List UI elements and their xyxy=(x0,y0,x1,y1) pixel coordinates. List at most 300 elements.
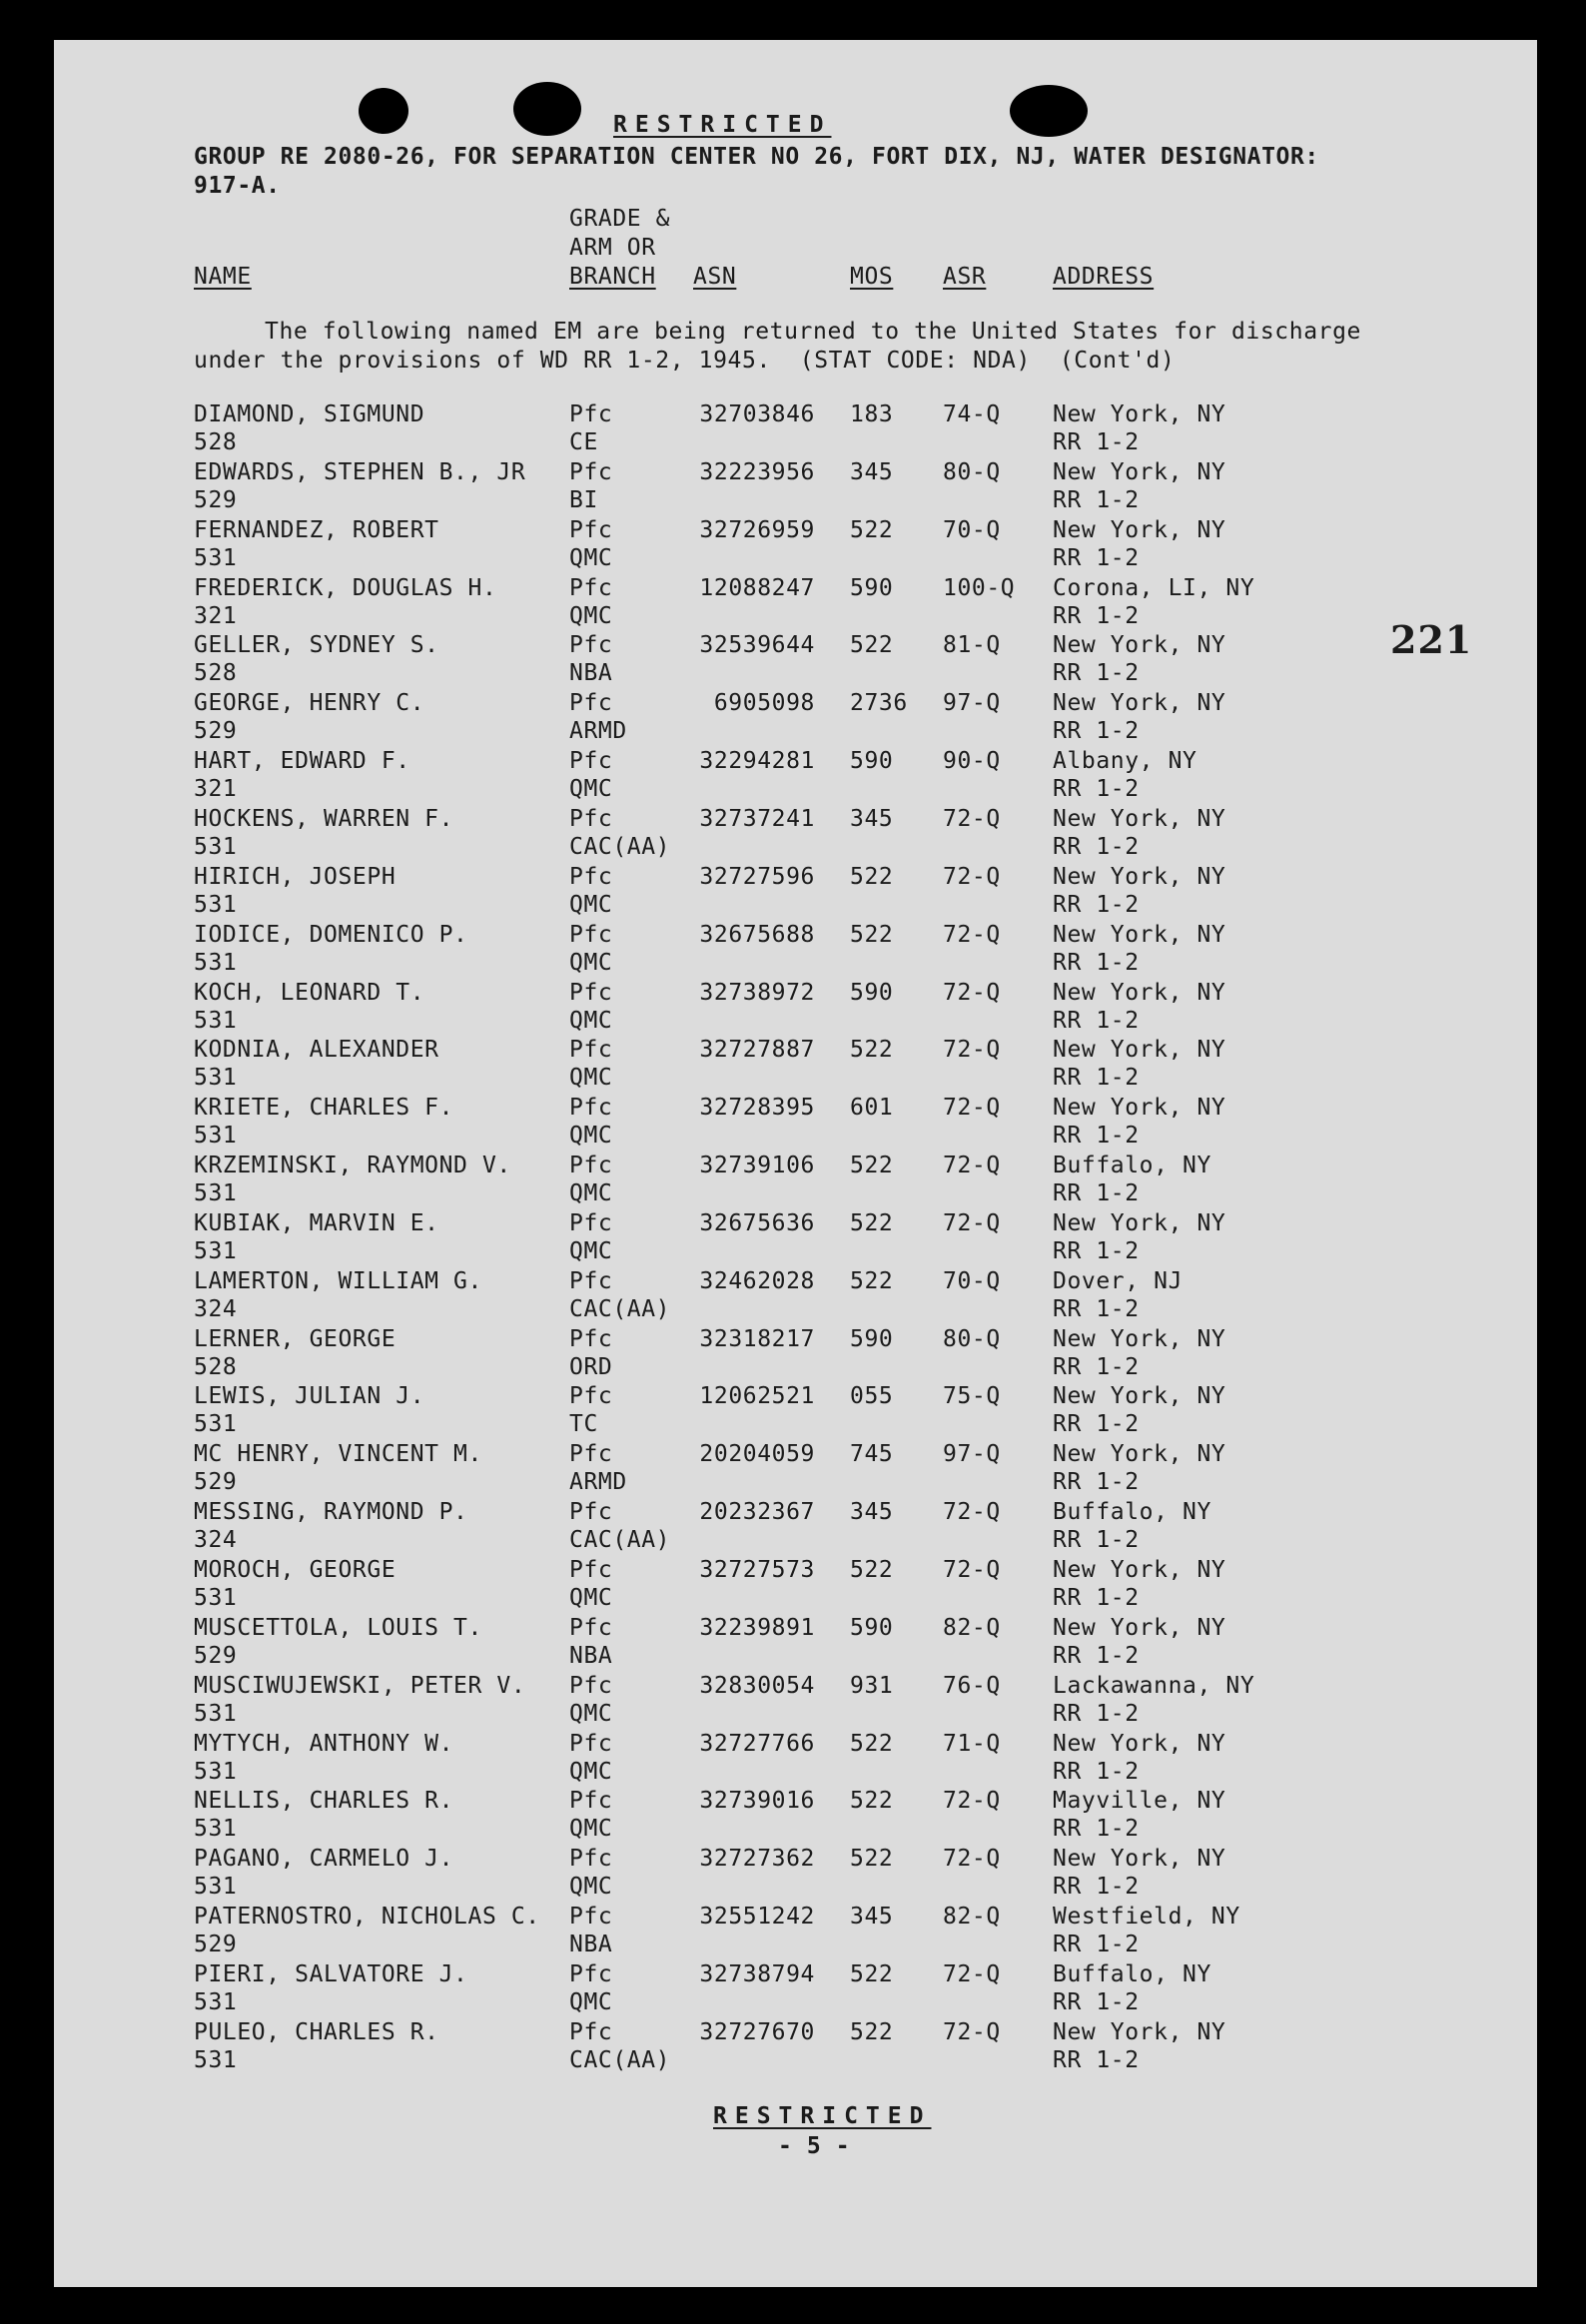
intro-line-1: The following named EM are being returned to the United States for discharge xyxy=(265,319,1361,345)
record-grade: Pfc xyxy=(569,921,613,948)
table-row xyxy=(54,517,1537,575)
record-grade: Pfc xyxy=(569,2018,613,2045)
record-branch: QMC xyxy=(569,1700,613,1727)
record-branch: QMC xyxy=(569,891,613,918)
record-grade: Pfc xyxy=(569,1846,613,1873)
record-mos: 522 xyxy=(850,863,894,890)
record-city: New York, NY xyxy=(1053,1383,1226,1410)
record-mos: 590 xyxy=(850,748,894,775)
record-code: 531 xyxy=(194,1007,238,1034)
record-rr: RR 1-2 xyxy=(1053,1007,1140,1034)
record-grade: Pfc xyxy=(569,1153,613,1179)
record-grade: Pfc xyxy=(569,401,613,427)
record-asr: 72-Q xyxy=(943,1095,1001,1122)
record-rr: RR 1-2 xyxy=(1053,1874,1140,1901)
record-asn: 32727596 xyxy=(699,863,815,890)
record-grade: Pfc xyxy=(569,1267,613,1294)
record-branch: QMC xyxy=(569,949,613,976)
table-row xyxy=(54,1499,1537,1557)
record-branch: QMC xyxy=(569,1065,613,1092)
record-asn: 6905098 xyxy=(713,690,815,717)
record-code: 321 xyxy=(194,602,238,629)
record-branch: CE xyxy=(569,429,598,455)
record-branch: QMC xyxy=(569,1585,613,1611)
record-grade: Pfc xyxy=(569,1730,613,1757)
record-branch: QMC xyxy=(569,1758,613,1785)
table-row xyxy=(54,1673,1537,1731)
record-grade: Pfc xyxy=(569,1614,613,1641)
table-row xyxy=(54,1904,1537,1961)
record-code: 531 xyxy=(194,1180,238,1207)
col-grade-line-3: BRANCH xyxy=(569,264,656,290)
record-branch: CAC(AA) xyxy=(569,1295,671,1322)
record-code: 321 xyxy=(194,776,238,803)
record-rr: RR 1-2 xyxy=(1053,1469,1140,1496)
record-asr: 72-Q xyxy=(943,1960,1001,1987)
record-grade: Pfc xyxy=(569,574,613,601)
record-mos: 345 xyxy=(850,458,894,485)
record-asr: 81-Q xyxy=(943,632,1001,659)
record-asn: 32727670 xyxy=(699,2018,815,2045)
record-asr: 76-Q xyxy=(943,1672,1001,1699)
record-branch: QMC xyxy=(569,544,613,571)
record-code: 529 xyxy=(194,1932,238,1958)
record-grade: Pfc xyxy=(569,1037,613,1064)
record-name: FERNANDEZ, ROBERT xyxy=(194,516,439,543)
record-mos: 590 xyxy=(850,574,894,601)
record-asn: 32462028 xyxy=(699,1267,815,1294)
record-city: New York, NY xyxy=(1053,805,1226,832)
record-code: 531 xyxy=(194,1700,238,1727)
record-asr: 97-Q xyxy=(943,690,1001,717)
table-row xyxy=(54,459,1537,517)
record-asn: 32223956 xyxy=(699,458,815,485)
record-city: Corona, LI, NY xyxy=(1053,574,1255,601)
record-city: Mayville, NY xyxy=(1053,1788,1226,1815)
record-city: New York, NY xyxy=(1053,1441,1226,1468)
record-rr: RR 1-2 xyxy=(1053,891,1140,918)
record-branch: TC xyxy=(569,1411,598,1438)
record-asr: 74-Q xyxy=(943,401,1001,427)
record-name: NELLIS, CHARLES R. xyxy=(194,1788,454,1815)
record-grade: Pfc xyxy=(569,863,613,890)
record-mos: 931 xyxy=(850,1672,894,1699)
record-rr: RR 1-2 xyxy=(1053,1988,1140,2015)
table-row xyxy=(54,1441,1537,1499)
record-code: 531 xyxy=(194,1123,238,1150)
table-row xyxy=(54,1326,1537,1384)
record-mos: 522 xyxy=(850,1788,894,1815)
record-grade: Pfc xyxy=(569,458,613,485)
record-code: 324 xyxy=(194,1527,238,1554)
record-asn: 32738794 xyxy=(699,1960,815,1987)
record-code: 529 xyxy=(194,718,238,745)
record-asr: 72-Q xyxy=(943,1846,1001,1873)
table-row xyxy=(54,575,1537,633)
record-city: New York, NY xyxy=(1053,1557,1226,1583)
record-rr: RR 1-2 xyxy=(1053,1932,1140,1958)
record-grade: Pfc xyxy=(569,1960,613,1987)
record-city: Buffalo, NY xyxy=(1053,1499,1211,1526)
record-mos: 345 xyxy=(850,1904,894,1931)
record-mos: 522 xyxy=(850,1960,894,1987)
record-branch: CAC(AA) xyxy=(569,2046,671,2073)
record-branch: NBA xyxy=(569,1642,613,1669)
record-code: 324 xyxy=(194,1295,238,1322)
table-row xyxy=(54,806,1537,864)
table-row xyxy=(54,1153,1537,1210)
record-grade: Pfc xyxy=(569,1209,613,1236)
record-mos: 183 xyxy=(850,401,894,427)
table-row xyxy=(54,1615,1537,1673)
col-grade-line-2: ARM OR xyxy=(569,235,656,261)
record-asn: 32830054 xyxy=(699,1672,815,1699)
record-city: New York, NY xyxy=(1053,1846,1226,1873)
record-mos: 601 xyxy=(850,1095,894,1122)
record-asn: 32728395 xyxy=(699,1095,815,1122)
record-asr: 82-Q xyxy=(943,1614,1001,1641)
record-name: GEORGE, HENRY C. xyxy=(194,690,425,717)
record-city: New York, NY xyxy=(1053,458,1226,485)
record-grade: Pfc xyxy=(569,690,613,717)
record-name: PULEO, CHARLES R. xyxy=(194,2018,439,2045)
record-branch: QMC xyxy=(569,1237,613,1264)
record-rr: RR 1-2 xyxy=(1053,1700,1140,1727)
col-address: ADDRESS xyxy=(1053,264,1155,290)
record-rr: RR 1-2 xyxy=(1053,1642,1140,1669)
record-grade: Pfc xyxy=(569,1441,613,1468)
record-asn: 32703846 xyxy=(699,401,815,427)
record-asr: 97-Q xyxy=(943,1441,1001,1468)
record-grade: Pfc xyxy=(569,805,613,832)
record-asr: 70-Q xyxy=(943,516,1001,543)
table-row xyxy=(54,690,1537,748)
record-mos: 522 xyxy=(850,1209,894,1236)
table-row xyxy=(54,632,1537,690)
punch-hole xyxy=(1010,85,1088,137)
record-asr: 72-Q xyxy=(943,2018,1001,2045)
record-name: LERNER, GEORGE xyxy=(194,1325,396,1352)
record-code: 528 xyxy=(194,660,238,687)
record-name: PATERNOSTRO, NICHOLAS C. xyxy=(194,1904,540,1931)
record-asn: 12088247 xyxy=(699,574,815,601)
record-name: MESSING, RAYMOND P. xyxy=(194,1499,468,1526)
record-grade: Pfc xyxy=(569,1095,613,1122)
record-name: KOCH, LEONARD T. xyxy=(194,979,425,1006)
record-grade: Pfc xyxy=(569,1325,613,1352)
table-row xyxy=(54,748,1537,806)
record-asn: 32675636 xyxy=(699,1209,815,1236)
record-name: KRIETE, CHARLES F. xyxy=(194,1095,454,1122)
page-number: - 5 - xyxy=(778,2133,851,2159)
table-row xyxy=(54,980,1537,1038)
record-rr: RR 1-2 xyxy=(1053,718,1140,745)
group-line-2: 917-A. xyxy=(194,173,281,199)
record-branch: QMC xyxy=(569,776,613,803)
record-rr: RR 1-2 xyxy=(1053,1585,1140,1611)
record-city: New York, NY xyxy=(1053,1095,1226,1122)
record-city: New York, NY xyxy=(1053,1209,1226,1236)
record-branch: QMC xyxy=(569,1123,613,1150)
record-name: GELLER, SYDNEY S. xyxy=(194,632,439,659)
record-asn: 32727362 xyxy=(699,1846,815,1873)
record-name: KODNIA, ALEXANDER xyxy=(194,1037,439,1064)
record-rr: RR 1-2 xyxy=(1053,429,1140,455)
table-row xyxy=(54,1846,1537,1904)
record-mos: 590 xyxy=(850,1325,894,1352)
record-asr: 72-Q xyxy=(943,1499,1001,1526)
record-asn: 32726959 xyxy=(699,516,815,543)
record-rr: RR 1-2 xyxy=(1053,1758,1140,1785)
record-code: 531 xyxy=(194,544,238,571)
record-code: 529 xyxy=(194,1642,238,1669)
record-branch: CAC(AA) xyxy=(569,1527,671,1554)
record-grade: Pfc xyxy=(569,632,613,659)
record-grade: Pfc xyxy=(569,1904,613,1931)
record-mos: 345 xyxy=(850,1499,894,1526)
record-asr: 100-Q xyxy=(943,574,1016,601)
punch-hole xyxy=(359,88,408,134)
record-asn: 32727573 xyxy=(699,1557,815,1583)
record-city: New York, NY xyxy=(1053,690,1226,717)
record-mos: 522 xyxy=(850,1037,894,1064)
record-name: EDWARDS, STEPHEN B., JR xyxy=(194,458,526,485)
record-code: 531 xyxy=(194,1988,238,2015)
table-row xyxy=(54,922,1537,980)
record-code: 531 xyxy=(194,1411,238,1438)
record-name: MYTYCH, ANTHONY W. xyxy=(194,1730,454,1757)
document-page xyxy=(54,40,1537,2287)
record-rr: RR 1-2 xyxy=(1053,2046,1140,2073)
record-asn: 32739106 xyxy=(699,1153,815,1179)
record-city: New York, NY xyxy=(1053,1325,1226,1352)
record-asn: 32727766 xyxy=(699,1730,815,1757)
col-mos: MOS xyxy=(850,264,894,290)
table-row xyxy=(54,1788,1537,1846)
record-asn: 32551242 xyxy=(699,1904,815,1931)
record-mos: 522 xyxy=(850,632,894,659)
record-asr: 82-Q xyxy=(943,1904,1001,1931)
record-asr: 75-Q xyxy=(943,1383,1001,1410)
record-asn: 32539644 xyxy=(699,632,815,659)
record-mos: 522 xyxy=(850,1730,894,1757)
record-grade: Pfc xyxy=(569,748,613,775)
record-city: New York, NY xyxy=(1053,863,1226,890)
record-rr: RR 1-2 xyxy=(1053,1295,1140,1322)
record-grade: Pfc xyxy=(569,516,613,543)
table-row xyxy=(54,1961,1537,2019)
record-asr: 72-Q xyxy=(943,1209,1001,1236)
record-name: MC HENRY, VINCENT M. xyxy=(194,1441,482,1468)
record-asn: 32294281 xyxy=(699,748,815,775)
table-row xyxy=(54,1268,1537,1326)
record-code: 531 xyxy=(194,1065,238,1092)
record-code: 531 xyxy=(194,1585,238,1611)
footer-classification: RESTRICTED xyxy=(713,2103,932,2129)
record-asr: 72-Q xyxy=(943,805,1001,832)
stamp-number: 221 xyxy=(1390,617,1473,662)
record-city: New York, NY xyxy=(1053,1730,1226,1757)
record-branch: NBA xyxy=(569,1932,613,1958)
record-mos: 522 xyxy=(850,1846,894,1873)
record-asn: 32738972 xyxy=(699,979,815,1006)
record-branch: ARMD xyxy=(569,718,627,745)
record-grade: Pfc xyxy=(569,1557,613,1583)
record-rr: RR 1-2 xyxy=(1053,833,1140,860)
record-mos: 522 xyxy=(850,2018,894,2045)
table-row xyxy=(54,1210,1537,1268)
record-code: 531 xyxy=(194,949,238,976)
table-row xyxy=(54,864,1537,922)
record-rr: RR 1-2 xyxy=(1053,949,1140,976)
record-code: 531 xyxy=(194,2046,238,2073)
record-mos: 345 xyxy=(850,805,894,832)
record-name: MUSCETTOLA, LOUIS T. xyxy=(194,1614,482,1641)
record-mos: 745 xyxy=(850,1441,894,1468)
record-mos: 2736 xyxy=(850,690,908,717)
col-name: NAME xyxy=(194,264,252,290)
record-grade: Pfc xyxy=(569,979,613,1006)
record-mos: 522 xyxy=(850,1267,894,1294)
record-code: 531 xyxy=(194,1237,238,1264)
record-city: Westfield, NY xyxy=(1053,1904,1240,1931)
record-city: New York, NY xyxy=(1053,1037,1226,1064)
record-city: Albany, NY xyxy=(1053,748,1197,775)
record-mos: 590 xyxy=(850,979,894,1006)
record-city: Buffalo, NY xyxy=(1053,1960,1211,1987)
record-mos: 590 xyxy=(850,1614,894,1641)
record-branch: ARMD xyxy=(569,1469,627,1496)
record-grade: Pfc xyxy=(569,1499,613,1526)
record-name: FREDERICK, DOUGLAS H. xyxy=(194,574,497,601)
record-rr: RR 1-2 xyxy=(1053,1065,1140,1092)
record-name: LEWIS, JULIAN J. xyxy=(194,1383,425,1410)
record-name: DIAMOND, SIGMUND xyxy=(194,401,425,427)
record-city: New York, NY xyxy=(1053,2018,1226,2045)
record-rr: RR 1-2 xyxy=(1053,1237,1140,1264)
table-row xyxy=(54,1037,1537,1095)
record-city: New York, NY xyxy=(1053,401,1226,427)
record-branch: QMC xyxy=(569,602,613,629)
record-code: 531 xyxy=(194,891,238,918)
record-rr: RR 1-2 xyxy=(1053,486,1140,513)
record-asr: 71-Q xyxy=(943,1730,1001,1757)
record-branch: CAC(AA) xyxy=(569,833,671,860)
record-branch: QMC xyxy=(569,1180,613,1207)
record-mos: 522 xyxy=(850,1153,894,1179)
record-asn: 32318217 xyxy=(699,1325,815,1352)
record-name: MOROCH, GEORGE xyxy=(194,1557,396,1583)
record-asr: 72-Q xyxy=(943,1788,1001,1815)
record-rr: RR 1-2 xyxy=(1053,1123,1140,1150)
record-code: 528 xyxy=(194,429,238,455)
col-grade-line-1: GRADE & xyxy=(569,206,671,232)
record-rr: RR 1-2 xyxy=(1053,1180,1140,1207)
record-city: Dover, NJ xyxy=(1053,1267,1184,1294)
record-asr: 80-Q xyxy=(943,1325,1001,1352)
intro-line-2: under the provisions of WD RR 1-2, 1945. (STAT CODE: NDA) (Cont'd) xyxy=(194,348,1176,374)
record-name: HIRICH, JOSEPH xyxy=(194,863,396,890)
record-asn: 32739016 xyxy=(699,1788,815,1815)
record-name: HOCKENS, WARREN F. xyxy=(194,805,454,832)
record-asr: 72-Q xyxy=(943,863,1001,890)
table-row xyxy=(54,1731,1537,1789)
record-rr: RR 1-2 xyxy=(1053,776,1140,803)
record-rr: RR 1-2 xyxy=(1053,1527,1140,1554)
table-row xyxy=(54,2019,1537,2077)
record-branch: ORD xyxy=(569,1353,613,1380)
record-code: 531 xyxy=(194,833,238,860)
record-code: 531 xyxy=(194,1816,238,1843)
record-asn: 20204059 xyxy=(699,1441,815,1468)
record-branch: BI xyxy=(569,486,598,513)
group-line-1: GROUP RE 2080-26, FOR SEPARATION CENTER NO 26, FORT DIX, NJ, WATER DESIGNATOR: xyxy=(194,144,1319,170)
record-rr: RR 1-2 xyxy=(1053,1816,1140,1843)
table-row xyxy=(54,1383,1537,1441)
record-asn: 32239891 xyxy=(699,1614,815,1641)
record-name: LAMERTON, WILLIAM G. xyxy=(194,1267,482,1294)
record-code: 531 xyxy=(194,1874,238,1901)
record-city: New York, NY xyxy=(1053,516,1226,543)
record-rr: RR 1-2 xyxy=(1053,602,1140,629)
record-branch: QMC xyxy=(569,1007,613,1034)
record-mos: 522 xyxy=(850,516,894,543)
record-asr: 72-Q xyxy=(943,979,1001,1006)
record-name: IODICE, DOMENICO P. xyxy=(194,921,468,948)
record-name: PIERI, SALVATORE J. xyxy=(194,1960,468,1987)
record-asr: 72-Q xyxy=(943,921,1001,948)
record-mos: 522 xyxy=(850,1557,894,1583)
record-code: 529 xyxy=(194,486,238,513)
header-classification: RESTRICTED xyxy=(613,112,832,138)
punch-hole xyxy=(513,82,581,136)
col-asn: ASN xyxy=(693,264,737,290)
record-asn: 32737241 xyxy=(699,805,815,832)
record-mos: 522 xyxy=(850,921,894,948)
record-asr: 72-Q xyxy=(943,1557,1001,1583)
record-asr: 90-Q xyxy=(943,748,1001,775)
record-city: Lackawanna, NY xyxy=(1053,1672,1255,1699)
record-asn: 32675688 xyxy=(699,921,815,948)
record-branch: QMC xyxy=(569,1988,613,2015)
record-name: KUBIAK, MARVIN E. xyxy=(194,1209,439,1236)
record-code: 528 xyxy=(194,1353,238,1380)
record-asr: 72-Q xyxy=(943,1153,1001,1179)
record-code: 529 xyxy=(194,1469,238,1496)
record-asn: 32727887 xyxy=(699,1037,815,1064)
record-grade: Pfc xyxy=(569,1672,613,1699)
record-rr: RR 1-2 xyxy=(1053,660,1140,687)
record-city: New York, NY xyxy=(1053,632,1226,659)
record-name: MUSCIWUJEWSKI, PETER V. xyxy=(194,1672,526,1699)
record-mos: 055 xyxy=(850,1383,894,1410)
record-city: New York, NY xyxy=(1053,921,1226,948)
record-rr: RR 1-2 xyxy=(1053,1411,1140,1438)
record-code: 531 xyxy=(194,1758,238,1785)
table-row xyxy=(54,1095,1537,1153)
record-name: HART, EDWARD F. xyxy=(194,748,410,775)
record-name: PAGANO, CARMELO J. xyxy=(194,1846,454,1873)
record-asn: 20232367 xyxy=(699,1499,815,1526)
record-asr: 80-Q xyxy=(943,458,1001,485)
record-name: KRZEMINSKI, RAYMOND V. xyxy=(194,1153,511,1179)
record-branch: QMC xyxy=(569,1816,613,1843)
record-city: Buffalo, NY xyxy=(1053,1153,1211,1179)
table-row xyxy=(54,401,1537,459)
record-asn: 12062521 xyxy=(699,1383,815,1410)
record-asr: 70-Q xyxy=(943,1267,1001,1294)
table-row xyxy=(54,1557,1537,1615)
